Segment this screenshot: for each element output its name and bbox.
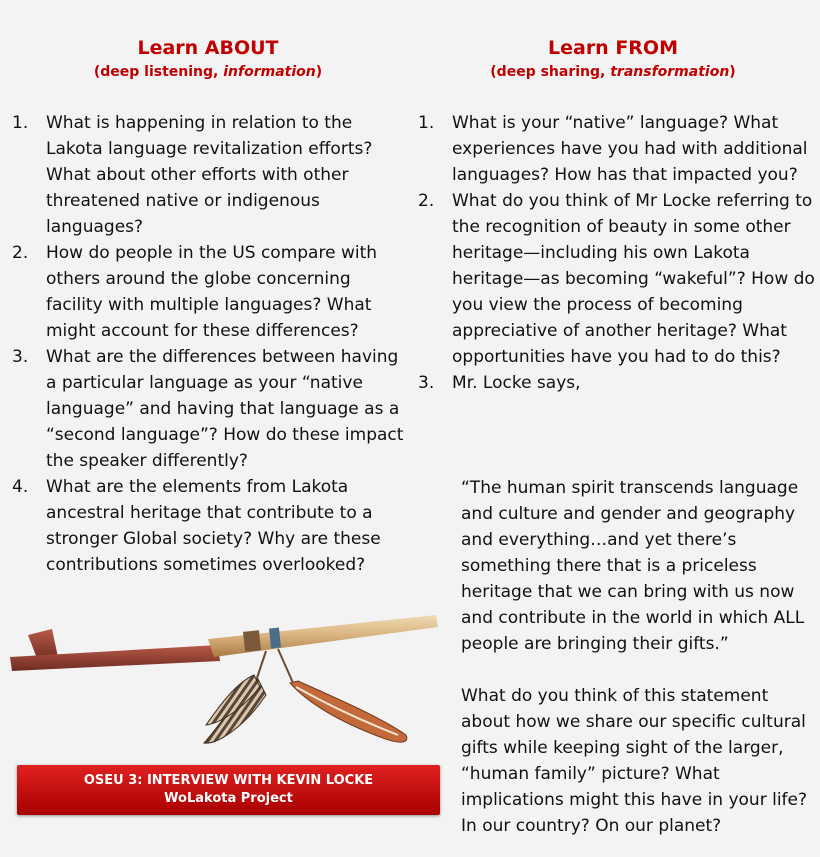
banner-subtitle: WoLakota Project	[164, 791, 293, 806]
item-text: What are the differences between having a particular language as your “native language” and having that language as a “second language”? How do these impact the speaker differently?	[46, 347, 404, 471]
item-number: 3.	[12, 347, 29, 367]
item-text: What do you think of Mr Locke referring to the recognition of beauty in some other heritage—including his own Lakota heritage—as becoming “wakeful”? How do you view the process of becoming appreciative of another heritage? What opportunities have you had to do this?	[452, 191, 815, 367]
item-number: 1.	[12, 113, 29, 133]
list-item	[12, 110, 412, 240]
subtitle-suffix: )	[315, 64, 323, 80]
subtitle-prefix: (deep listening,	[93, 64, 224, 80]
pipe-with-feathers-illustration	[8, 595, 440, 755]
subtitle-suffix: )	[729, 64, 736, 80]
locke-quote: “The human spirit transcends language and culture and gender and geography and everything…and yet there’s something there that is a priceless heritage that we can bring with us now and contribute in the world in which ALL people are bringing their gifts.”	[461, 478, 805, 654]
banner-title: OSEU 3: INTERVIEW WITH KEVIN LOCKE	[83, 773, 374, 788]
item-text: Mr. Locke says,	[452, 373, 581, 393]
learn-from-heading	[425, 36, 801, 82]
follow-up-question: What do you think of this statement about how we share our specific cultural gifts while keeping sight of the larger, “human family” picture? What implications might this have in your life? In our country? On our planet?	[461, 686, 808, 836]
subtitle-italic: transformation	[610, 64, 730, 80]
item-number: 2.	[418, 191, 435, 211]
list-item	[12, 240, 412, 344]
item-text: What is your “native” language? What experiences have you had with additional languages? How has that impacted you?	[452, 113, 808, 185]
item-number: 2.	[12, 243, 29, 263]
list-item	[418, 110, 818, 188]
list-item	[12, 474, 412, 578]
pipe-stem	[208, 615, 438, 657]
learn-about-title: Learn ABOUT	[137, 37, 279, 59]
list-item	[418, 370, 818, 396]
item-number: 4.	[12, 477, 29, 497]
feather-icon	[290, 681, 407, 742]
list-item	[12, 344, 412, 474]
learn-about-heading	[20, 36, 396, 82]
learn-about-subtitle	[20, 62, 396, 82]
learn-from-title: Learn FROM	[548, 37, 678, 59]
learn-from-questions	[418, 110, 818, 396]
item-text: What is happening in relation to the Lakota language revitalization efforts? What about other efforts with other threatened native or indigenous languages?	[46, 113, 373, 237]
item-text: How do people in the US compare with others around the globe concerning facility with multiple languages? What might account for these differences?	[46, 243, 378, 341]
learn-from-subtitle	[425, 62, 801, 82]
item-text: What are the elements from Lakota ancestral heritage that contribute to a stronger Global society? Why are these contributions sometimes overlooked?	[46, 477, 381, 575]
list-item	[418, 188, 818, 370]
item-number: 3.	[418, 373, 435, 393]
subtitle-italic: information	[223, 64, 316, 80]
title-banner	[17, 765, 440, 815]
item-number: 1.	[418, 113, 435, 133]
learn-about-questions	[12, 110, 412, 578]
subtitle-prefix: (deep sharing,	[490, 64, 611, 80]
